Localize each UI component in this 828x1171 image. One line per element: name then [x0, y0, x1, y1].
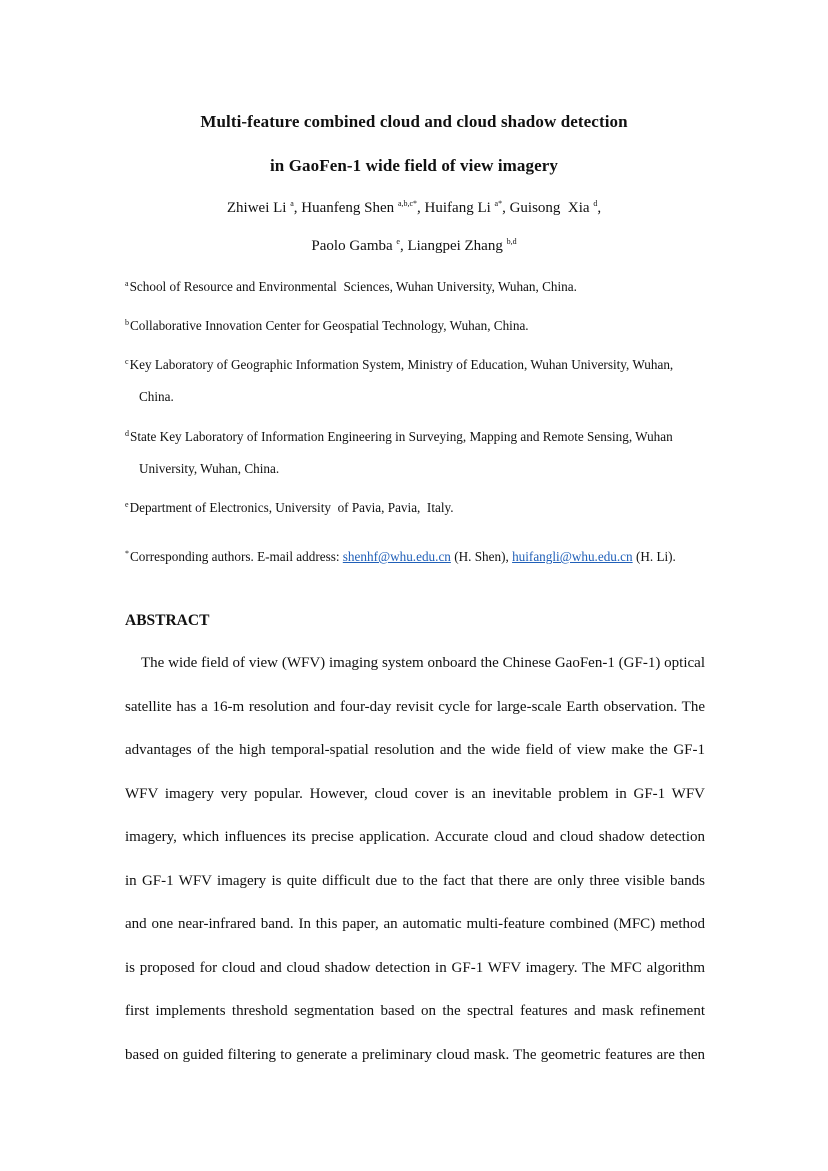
author-list-line-1 — [0, 200, 828, 217]
corresponding-suffix: (H. Li). — [632, 549, 676, 564]
affiliation-d — [125, 429, 673, 445]
affiliation-mark: d — [125, 428, 129, 438]
corresponding-authors — [125, 549, 676, 565]
author-separator: , — [502, 200, 510, 216]
author-name: Huifang Li — [424, 200, 491, 216]
affiliation-mark: a — [125, 278, 129, 288]
abstract-paragraph — [125, 642, 705, 1077]
abstract-line: and one near-infrared band. In this paper, an automatic multi-feature combined (MFC) method — [125, 916, 705, 932]
author-name: Paolo Gamba — [311, 238, 393, 254]
affiliation-text: Department of Electronics, University of Pavia, Pavia, Italy. — [129, 500, 454, 515]
author-separator: , — [597, 200, 602, 216]
affiliation-text: Collaborative Innovation Center for Geospatial Technology, Wuhan, China. — [130, 318, 529, 333]
abstract-line: satellite has a 16-m resolution and four-day revisit cycle for large-scale Earth observation. The — [125, 698, 705, 715]
affiliation-text: State Key Laboratory of Information Engineering in Surveying, Mapping and Remote Sensing, Wuhan — [130, 429, 673, 444]
corresponding-prefix: Corresponding authors. E-mail address: — [130, 549, 343, 564]
author-separator: , — [399, 238, 408, 254]
author-affiliation-mark: e — [396, 237, 400, 246]
author-name: Guisong Xia — [509, 200, 590, 216]
abstract-line: is proposed for cloud and cloud shadow detection in GF-1 WFV imagery. The MFC algorithm — [125, 959, 705, 976]
author-name: Liangpei Zhang — [407, 238, 503, 254]
affiliation-c-continuation: China. — [139, 389, 174, 404]
author-affiliation-mark: a* — [494, 199, 503, 208]
email-link-li[interactable]: huifangli@whu.edu.cn — [512, 549, 633, 564]
affiliation-b — [125, 318, 529, 334]
abstract-line: first implements threshold segmentation based on the spectral features and mask refinement — [125, 1003, 705, 1019]
author-separator: , — [293, 200, 302, 216]
abstract-line: based on guided filtering to generate a preliminary cloud mask. The geometric features are then — [125, 1046, 705, 1063]
affiliation-mark: e — [125, 499, 129, 509]
affiliation-a — [125, 279, 577, 295]
author-affiliation-mark: b,d — [506, 237, 517, 246]
abstract-heading: ABSTRACT — [125, 612, 210, 629]
author-separator: , — [417, 200, 425, 216]
author-affiliation-mark: d — [593, 199, 598, 208]
abstract-line: advantages of the high temporal-spatial resolution and the wide field of view make the GF-1 — [125, 742, 705, 758]
corresponding-mid: (H. Shen), — [450, 549, 513, 564]
email-link-shen[interactable]: shenhf@whu.edu.cn — [342, 549, 451, 564]
abstract-line: WFV imagery very popular. However, cloud cover is an inevitable problem in GF-1 WFV — [125, 785, 705, 802]
affiliation-mark: c — [125, 356, 129, 366]
affiliation-text: Key Laboratory of Geographic Information System, Ministry of Education, Wuhan University, Wuhan, — [129, 357, 674, 372]
abstract-line: in GF-1 WFV imagery is quite difficult due to the fact that there are only three visible bands — [125, 872, 705, 889]
affiliation-e — [125, 500, 454, 516]
corresponding-mark: * — [125, 548, 129, 558]
affiliation-c — [125, 357, 673, 373]
author-affiliation-mark: a,b,c* — [397, 199, 418, 208]
paper-title-line-2: in GaoFen-1 wide field of view imagery — [269, 156, 559, 175]
affiliation-mark: b — [125, 317, 129, 327]
abstract-line: The wide field of view (WFV) imaging system onboard the Chinese GaoFen-1 (GF-1) optical — [141, 655, 705, 671]
author-affiliation-mark: a — [290, 199, 294, 208]
author-name: Huanfeng Shen — [301, 200, 395, 216]
author-list-line-2 — [0, 238, 828, 255]
affiliation-d-continuation: University, Wuhan, China. — [139, 461, 280, 476]
abstract-line: imagery, which influences its precise application. Accurate cloud and cloud shadow detection — [125, 829, 705, 845]
paper-title-line-1: Multi-feature combined cloud and cloud shadow detection — [200, 112, 628, 131]
affiliation-text: School of Resource and Environmental Sciences, Wuhan University, Wuhan, China. — [129, 279, 577, 294]
author-name: Zhiwei Li — [226, 200, 287, 216]
